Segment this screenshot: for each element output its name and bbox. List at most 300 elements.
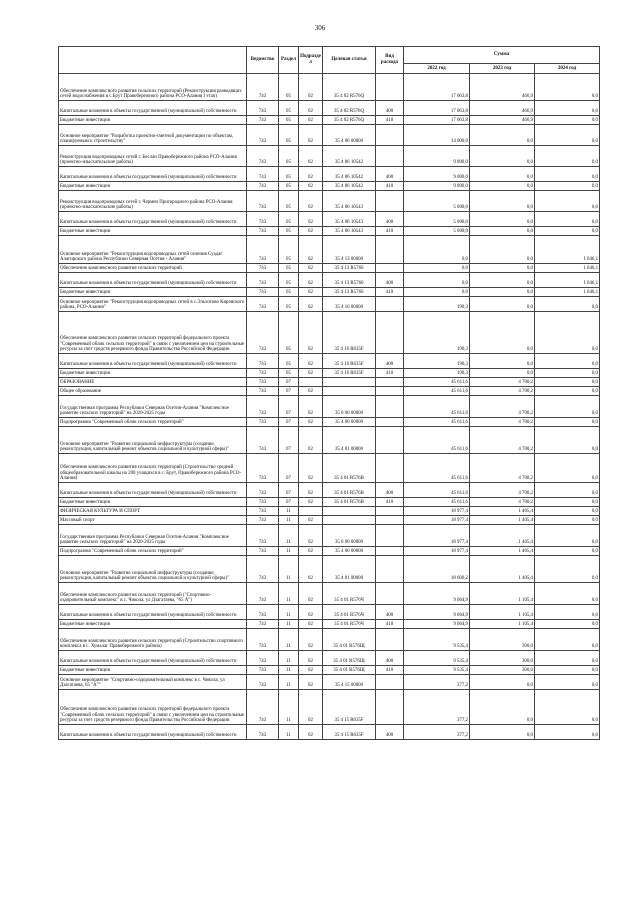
cell-target: 35 4 13 R5760: [323, 264, 376, 273]
cell-ministry: 743: [247, 690, 279, 725]
cell-ministry: 743: [247, 556, 279, 583]
cell-section: 05: [279, 182, 299, 191]
cell-2023: 0,0: [470, 146, 535, 167]
cell-target: 35 4 01 R576B: [323, 483, 376, 498]
cell-name: Обеспечение комплексного развития сельских территорий федерального проекта "Современный облик сельских территорий" в связи с увеличением цен на строительные ресурсы за счет средств резервного фонда Правительства Российской Федерации: [59, 690, 247, 725]
cell-2022: 5 000,0: [404, 191, 470, 212]
cell-subsection: 02: [299, 125, 323, 146]
cell-name: Капитальные вложения в объекты государственной (муниципальной) собственности: [59, 212, 247, 227]
cell-target: 35 4 06 10543: [323, 227, 376, 236]
cell-2024: 0,0: [535, 483, 600, 498]
table-row: [59, 507, 600, 516]
cell-2023: 466,9: [470, 116, 535, 125]
cell-2024: 0,0: [535, 498, 600, 507]
cell-subsection: 02: [299, 146, 323, 167]
cell-target: 35 4 06 00000: [323, 125, 376, 146]
cell-2024: 0,0: [535, 74, 600, 101]
table-row: [59, 236, 600, 264]
cell-subsection: 02: [299, 483, 323, 498]
cell-2024: 0,0: [535, 725, 600, 740]
cell-expense-type: 400: [376, 725, 404, 740]
table-row: [59, 312, 600, 354]
cell-2022: 9 000,0: [404, 146, 470, 167]
cell-ministry: 743: [247, 146, 279, 167]
table-row: [59, 666, 600, 675]
cell-name: Государственная программа Республики Северная Осетия-Алания "Комплексное развитие сельских территорий" на 2020-2025 годы: [59, 525, 247, 547]
cell-ministry: 743: [247, 125, 279, 146]
cell-section: 05: [279, 167, 299, 182]
cell-expense-type: [376, 418, 404, 427]
cell-2022: 45 611,6: [404, 483, 470, 498]
cell-ministry: 743: [247, 387, 279, 396]
table-row: [59, 454, 600, 483]
cell-2023: 1 105,4: [470, 605, 535, 620]
cell-2024: 1 646,1: [535, 236, 600, 264]
cell-expense-type: 400: [376, 651, 404, 666]
cell-2023: 4 700,2: [470, 498, 535, 507]
cell-name: Бюджетные инвестиции: [59, 498, 247, 507]
cell-target: 35 4 02 R576Q: [323, 101, 376, 116]
table-row: [59, 516, 600, 525]
cell-section: 07: [279, 427, 299, 454]
cell-name: Обеспечение комплексного развития сельских территорий: [59, 264, 247, 273]
cell-subsection: 02: [299, 690, 323, 725]
table-header: [59, 47, 600, 74]
cell-ministry: 743: [247, 583, 279, 605]
table-row: [59, 525, 600, 547]
cell-expense-type: 410: [376, 227, 404, 236]
header-ministry: Ведомство: [247, 47, 279, 74]
cell-expense-type: 410: [376, 369, 404, 378]
table-row: [59, 675, 600, 690]
cell-2023: 0,0: [470, 212, 535, 227]
cell-ministry: 743: [247, 651, 279, 666]
cell-2023: 0,0: [470, 191, 535, 212]
cell-expense-type: [376, 378, 404, 387]
cell-2024: 0,0: [535, 666, 600, 675]
cell-2022: 9 535,4: [404, 666, 470, 675]
table-row: [59, 288, 600, 297]
cell-ministry: 743: [247, 182, 279, 191]
cell-expense-type: [376, 525, 404, 547]
cell-2023: 1 405,4: [470, 556, 535, 583]
cell-expense-type: [376, 507, 404, 516]
cell-section: 07: [279, 387, 299, 396]
cell-target: 35 4 06 10542: [323, 146, 376, 167]
cell-ministry: 743: [247, 369, 279, 378]
table-row: [59, 387, 600, 396]
header-target: Целевая статья: [323, 47, 376, 74]
cell-2024: 0,0: [535, 116, 600, 125]
cell-subsection: 02: [299, 725, 323, 740]
cell-name: Капитальные вложения в объекты государственной (муниципальной) собственности: [59, 273, 247, 288]
cell-2022: 14 000,0: [404, 125, 470, 146]
cell-2023: 4 700,2: [470, 418, 535, 427]
cell-section: 05: [279, 101, 299, 116]
cell-2022: 45 611,6: [404, 387, 470, 396]
cell-2024: 0,0: [535, 454, 600, 483]
table-row: [59, 74, 600, 101]
cell-subsection: 02: [299, 666, 323, 675]
cell-subsection: 02: [299, 74, 323, 101]
cell-section: 05: [279, 146, 299, 167]
table-row: [59, 191, 600, 212]
cell-name: Общее образование: [59, 387, 247, 396]
cell-expense-type: [376, 454, 404, 483]
cell-subsection: 02: [299, 227, 323, 236]
cell-2023: 4 700,2: [470, 396, 535, 418]
cell-2022: 17 063,8: [404, 116, 470, 125]
cell-expense-type: 410: [376, 666, 404, 675]
cell-target: 35 4 01 R576B: [323, 498, 376, 507]
cell-ministry: 743: [247, 212, 279, 227]
cell-2022: 18 977,4: [404, 525, 470, 547]
cell-2023: 300,0: [470, 651, 535, 666]
cell-section: 05: [279, 125, 299, 146]
table-row: [59, 629, 600, 651]
cell-2024: 0,0: [535, 227, 600, 236]
cell-target: 35 4 01 R576Ч: [323, 605, 376, 620]
header-expense-type: Вид расхода: [376, 47, 404, 74]
table-row: [59, 354, 600, 369]
cell-2024: 0,0: [535, 418, 600, 427]
cell-target: [323, 378, 376, 387]
cell-target: [323, 387, 376, 396]
cell-ministry: 743: [247, 418, 279, 427]
cell-name: Массовый спорт: [59, 516, 247, 525]
cell-expense-type: 400: [376, 101, 404, 116]
cell-name: Капитальные вложения в объекты государственной (муниципальной) собственности: [59, 605, 247, 620]
cell-name: Бюджетные инвестиции: [59, 182, 247, 191]
cell-subsection: 02: [299, 556, 323, 583]
cell-2022: 45 611,6: [404, 427, 470, 454]
header-year-2022: 2022 год: [404, 64, 470, 74]
cell-expense-type: 410: [376, 288, 404, 297]
cell-target: 35 4 06 10542: [323, 167, 376, 182]
cell-expense-type: 410: [376, 182, 404, 191]
cell-subsection: 02: [299, 297, 323, 312]
cell-expense-type: [376, 146, 404, 167]
table-row: [59, 182, 600, 191]
cell-expense-type: [376, 236, 404, 264]
cell-2023: 0,0: [470, 167, 535, 182]
cell-target: 35 4 00 00000: [323, 418, 376, 427]
cell-name: Реконструкция водопроводных сетей г. Чермен Пригородного района РСО-Алания (проектно-изыскательские работы): [59, 191, 247, 212]
cell-section: 11: [279, 556, 299, 583]
cell-subsection: 02: [299, 605, 323, 620]
cell-expense-type: [376, 629, 404, 651]
cell-section: 05: [279, 264, 299, 273]
table-row: [59, 498, 600, 507]
cell-section: 11: [279, 620, 299, 629]
cell-section: 11: [279, 525, 299, 547]
cell-target: 35 4 06 10543: [323, 191, 376, 212]
cell-subsection: 02: [299, 525, 323, 547]
cell-section: 05: [279, 116, 299, 125]
cell-section: 11: [279, 629, 299, 651]
cell-section: 05: [279, 369, 299, 378]
cell-target: 35 4 01 R576Ч: [323, 620, 376, 629]
cell-2023: 0,0: [470, 125, 535, 146]
table-row: [59, 427, 600, 454]
cell-2024: 0,0: [535, 146, 600, 167]
cell-subsection: 02: [299, 629, 323, 651]
cell-subsection: 02: [299, 396, 323, 418]
cell-2023: 4 700,2: [470, 387, 535, 396]
table-row: [59, 583, 600, 605]
cell-2024: 0,0: [535, 507, 600, 516]
cell-section: 05: [279, 236, 299, 264]
cell-ministry: 743: [247, 191, 279, 212]
cell-name: ОБРАЗОВАНИЕ: [59, 378, 247, 387]
cell-section: 07: [279, 378, 299, 387]
cell-subsection: 02: [299, 116, 323, 125]
header-year-2024: 2024 год: [535, 64, 600, 74]
cell-subsection: 02: [299, 312, 323, 354]
cell-section: 05: [279, 212, 299, 227]
cell-2023: 0,0: [470, 227, 535, 236]
cell-2023: 1 405,4: [470, 507, 535, 516]
cell-2024: 1 646,1: [535, 273, 600, 288]
table-row: [59, 556, 600, 583]
cell-target: 35 4 02 R576Q: [323, 74, 376, 101]
cell-name: Реконструкция водопроводных сетей г. Беслан Правобережного района РСО-Алания (проектно-изыскательские работы): [59, 146, 247, 167]
cell-expense-type: [376, 547, 404, 556]
cell-2023: 1 405,4: [470, 547, 535, 556]
cell-section: 11: [279, 547, 299, 556]
cell-subsection: 02: [299, 387, 323, 396]
cell-2022: 17 063,8: [404, 74, 470, 101]
cell-name: Капитальные вложения в объекты государственной (муниципальной) собственности: [59, 354, 247, 369]
cell-2022: 18 600,2: [404, 556, 470, 583]
cell-target: 35 4 00 00000: [323, 547, 376, 556]
cell-2022: 45 611,6: [404, 378, 470, 387]
cell-section: 05: [279, 74, 299, 101]
cell-2024: 0,0: [535, 556, 600, 583]
cell-name: Основное мероприятие "Развитие социальной инфраструктуры (создание, реконструкция, капитальный ремонт объектов социальной и культурной сферы)": [59, 556, 247, 583]
cell-name: Бюджетные инвестиции: [59, 227, 247, 236]
cell-subsection: 02: [299, 191, 323, 212]
cell-2022: 0,0: [404, 273, 470, 288]
cell-2023: 300,0: [470, 666, 535, 675]
cell-target: 35 4 01 00000: [323, 556, 376, 583]
cell-section: 07: [279, 483, 299, 498]
table-row: [59, 273, 600, 288]
cell-2022: 9 535,4: [404, 651, 470, 666]
cell-subsection: 02: [299, 212, 323, 227]
cell-2023: 1 105,4: [470, 583, 535, 605]
cell-name: Бюджетные инвестиции: [59, 288, 247, 297]
cell-name: Капитальные вложения в объекты государственной (муниципальной) собственности: [59, 651, 247, 666]
cell-expense-type: 400: [376, 273, 404, 288]
cell-2024: 0,0: [535, 651, 600, 666]
cell-ministry: 743: [247, 378, 279, 387]
cell-section: 05: [279, 354, 299, 369]
table-row: [59, 146, 600, 167]
cell-subsection: [299, 378, 323, 387]
cell-ministry: 743: [247, 396, 279, 418]
cell-2023: 4 700,2: [470, 427, 535, 454]
cell-expense-type: 400: [376, 167, 404, 182]
cell-2022: 377,2: [404, 690, 470, 725]
cell-ministry: 743: [247, 605, 279, 620]
cell-target: 35 4 01 R576Ч: [323, 583, 376, 605]
table-row: [59, 418, 600, 427]
cell-name: Основное мероприятие "Развитие социальной инфраструктуры (создание, реконструкция, капитальный ремонт объектов социальной и культурной сферы)": [59, 427, 247, 454]
cell-expense-type: [376, 516, 404, 525]
cell-target: 35 4 15 R635F: [323, 725, 376, 740]
cell-subsection: 02: [299, 547, 323, 556]
cell-2022: 9 064,9: [404, 605, 470, 620]
cell-section: 11: [279, 725, 299, 740]
cell-2024: 0,0: [535, 583, 600, 605]
cell-subsection: 02: [299, 354, 323, 369]
cell-2023: 0,0: [470, 675, 535, 690]
cell-2024: 0,0: [535, 516, 600, 525]
cell-section: 07: [279, 498, 299, 507]
cell-expense-type: [376, 312, 404, 354]
cell-subsection: 02: [299, 288, 323, 297]
cell-ministry: 743: [247, 297, 279, 312]
cell-ministry: 743: [247, 236, 279, 264]
cell-subsection: 02: [299, 498, 323, 507]
cell-ministry: 743: [247, 725, 279, 740]
cell-subsection: 02: [299, 167, 323, 182]
cell-2023: 0,0: [470, 690, 535, 725]
cell-2023: 0,0: [470, 354, 535, 369]
cell-ministry: 743: [247, 498, 279, 507]
cell-ministry: 743: [247, 101, 279, 116]
cell-expense-type: 400: [376, 483, 404, 498]
cell-ministry: 743: [247, 74, 279, 101]
table-row: [59, 297, 600, 312]
table-row: [59, 483, 600, 498]
cell-name: Подпрограмма "Современный облик сельских территорий": [59, 418, 247, 427]
cell-section: 11: [279, 516, 299, 525]
cell-expense-type: [376, 675, 404, 690]
cell-target: 35 0 00 00000: [323, 396, 376, 418]
cell-section: 11: [279, 583, 299, 605]
cell-name: Капитальные вложения в объекты государственной (муниципальной) собственности: [59, 167, 247, 182]
table-row: [59, 690, 600, 725]
table-row: [59, 651, 600, 666]
cell-2024: 1 646,1: [535, 264, 600, 273]
cell-subsection: 02: [299, 369, 323, 378]
cell-2023: 1 405,4: [470, 516, 535, 525]
cell-2022: 18 977,4: [404, 547, 470, 556]
cell-section: 05: [279, 273, 299, 288]
cell-section: 11: [279, 507, 299, 516]
cell-name: Обеспечение комплексного развития сельских территорий (Строительство средней общеобразовательной школы на 200 учащихся в с. Брут, Правобережного района РСО-Алания): [59, 454, 247, 483]
cell-expense-type: [376, 264, 404, 273]
cell-target: 35 4 02 R576Q: [323, 116, 376, 125]
cell-2022: 45 611,6: [404, 498, 470, 507]
cell-expense-type: 410: [376, 620, 404, 629]
cell-target: 35 0 00 00000: [323, 525, 376, 547]
cell-target: 35 4 13 R5760: [323, 288, 376, 297]
cell-2024: 0,0: [535, 675, 600, 690]
cell-subsection: 02: [299, 516, 323, 525]
header-sum: Сумма: [404, 47, 600, 64]
cell-2024: 0,0: [535, 297, 600, 312]
cell-ministry: 743: [247, 273, 279, 288]
cell-section: 05: [279, 191, 299, 212]
cell-2022: 17 063,8: [404, 101, 470, 116]
table-row: [59, 101, 600, 116]
table-row: [59, 369, 600, 378]
cell-name: Бюджетные инвестиции: [59, 666, 247, 675]
cell-name: Государственная программа Республики Северная Осетия-Алания "Комплексное развитие сельских территорий" на 2020-2025 годы: [59, 396, 247, 418]
cell-expense-type: [376, 396, 404, 418]
cell-subsection: 02: [299, 675, 323, 690]
cell-target: 35 4 01 R576Щ: [323, 651, 376, 666]
cell-2022: 377,2: [404, 725, 470, 740]
cell-2023: 466,9: [470, 74, 535, 101]
cell-2023: 1 405,4: [470, 525, 535, 547]
cell-2024: 0,0: [535, 101, 600, 116]
cell-subsection: 02: [299, 101, 323, 116]
cell-target: 35 4 01 R576B: [323, 454, 376, 483]
cell-target: 35 4 01 00000: [323, 427, 376, 454]
cell-2022: 9 064,9: [404, 583, 470, 605]
cell-2023: 0,0: [470, 312, 535, 354]
cell-target: 35 4 13 00000: [323, 236, 376, 264]
cell-name: Капитальные вложения в объекты государственной (муниципальной) собственности: [59, 725, 247, 740]
cell-2024: 1 646,1: [535, 288, 600, 297]
header-subsection: Подраздел: [299, 47, 323, 74]
cell-2024: 0,0: [535, 369, 600, 378]
cell-2023: 300,0: [470, 629, 535, 651]
cell-target: 35 4 16 R635F: [323, 369, 376, 378]
cell-2023: 4 700,2: [470, 454, 535, 483]
cell-2022: 9 535,4: [404, 629, 470, 651]
cell-subsection: 02: [299, 264, 323, 273]
cell-name: Обеспечение комплексного развития сельских территорий (Реконструкция разводящих сетей водоснабжения в с.Брут Правобережного района РСО-Алания I этап): [59, 74, 247, 101]
cell-target: 35 4 15 R635F: [323, 690, 376, 725]
cell-section: 05: [279, 227, 299, 236]
cell-target: [323, 516, 376, 525]
table-row: [59, 547, 600, 556]
cell-name: Основное мероприятие "Реконструкция водопроводных сетей в с.Эльхотово Кировского района, РСО-Алания": [59, 297, 247, 312]
cell-name: Подпрограмма "Современный облик сельских территорий": [59, 547, 247, 556]
cell-section: 11: [279, 605, 299, 620]
cell-name: Бюджетные инвестиции: [59, 116, 247, 125]
cell-2024: 0,0: [535, 312, 600, 354]
cell-2022: 45 611,6: [404, 454, 470, 483]
cell-2024: 0,0: [535, 620, 600, 629]
cell-2022: 0,0: [404, 236, 470, 264]
cell-section: 05: [279, 288, 299, 297]
header-name: [59, 47, 247, 74]
table-row: [59, 125, 600, 146]
cell-ministry: 743: [247, 427, 279, 454]
cell-expense-type: 400: [376, 212, 404, 227]
cell-target: 35 4 06 10543: [323, 212, 376, 227]
cell-2022: 45 611,6: [404, 396, 470, 418]
cell-subsection: 02: [299, 454, 323, 483]
cell-name: Капитальные вложения в объекты государственной (муниципальной) собственности: [59, 483, 247, 498]
cell-ministry: 743: [247, 620, 279, 629]
cell-2024: 0,0: [535, 378, 600, 387]
cell-ministry: 743: [247, 312, 279, 354]
cell-expense-type: 400: [376, 354, 404, 369]
cell-expense-type: [376, 387, 404, 396]
cell-2022: 5 000,0: [404, 212, 470, 227]
cell-2022: 190,3: [404, 369, 470, 378]
cell-2023: 0,0: [470, 273, 535, 288]
cell-2022: 9 064,9: [404, 620, 470, 629]
cell-2024: 0,0: [535, 354, 600, 369]
